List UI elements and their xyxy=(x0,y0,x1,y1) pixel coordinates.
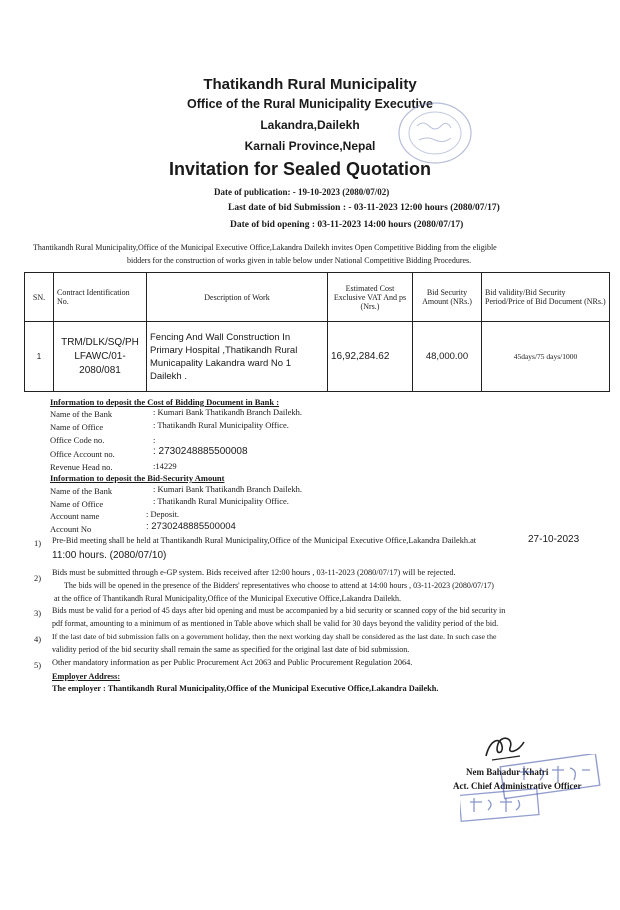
doc-office-label: Name of Office xyxy=(50,422,104,432)
col-bid-validity: Bid validity/Bid Security Period/Price of Bid Document (NRs.) xyxy=(482,273,610,322)
col-bid-security: Bid Security Amount (NRs.) xyxy=(413,273,482,322)
doc-code-label: Office Code no. xyxy=(50,435,105,445)
note-3-line-2: pdf format, amounting to a minimum of as mentioned in Table above which shall be valid for 30 days beyond the validity period of the bid. xyxy=(52,619,499,628)
sec-office-value: : Thatikandh Rural Municipality Office. xyxy=(153,496,289,506)
note-5-number: 5) xyxy=(34,660,42,670)
cell-estimated-cost: 16,92,284.62 xyxy=(328,322,413,392)
note-1-time: 11:00 hours. (2080/07/10) xyxy=(52,550,167,561)
cell-bid-security: 48,000.00 xyxy=(413,322,482,392)
cell-bid-validity: 45days/75 days/1000 xyxy=(482,322,610,392)
intro-line-2: bidders for the construction of works given in table below under National Competitive Bidding Procedures. xyxy=(127,256,472,265)
address-line-1: Lakandra,Dailekh xyxy=(260,118,360,132)
col-sn: SN. xyxy=(25,273,54,322)
table-row xyxy=(25,322,610,392)
doc-bank-value: : Kumari Bank Thatikandh Branch Dailekh. xyxy=(153,407,303,417)
org-name: Thatikandh Rural Municipality xyxy=(203,76,417,93)
note-2-number: 2) xyxy=(34,573,42,583)
note-4-number: 4) xyxy=(34,634,42,644)
employer-text: The employer : Thantikandh Rural Municipality,Office of the Municipal Executive Office,Lakandra Dailekh. xyxy=(52,684,439,693)
doc-office-value: : Thatikandh Rural Municipality Office. xyxy=(153,420,289,430)
publication-date: Date of publication: - 19-10-2023 (2080/07/02) xyxy=(214,187,390,197)
col-estimated-cost: Estimated Cost Exclusive VAT And ps (Nrs.) xyxy=(328,273,413,322)
address-line-2: Karnali Province,Nepal xyxy=(244,139,376,153)
doc-bank-label: Name of the Bank xyxy=(50,409,113,419)
note-1-text: Pre-Bid meeting shall be held at Thantikandh Rural Municipality,Office of the Municipal Executive Office,Lakandra Dailekh.at xyxy=(52,536,477,545)
note-3-line-1: Bids must be valid for a period of 45 days after bid opening and must be accompanied by a bid security or scanned copy of the bid security in xyxy=(52,606,506,615)
sec-office-label: Name of Office xyxy=(50,499,104,509)
office-name: Office of the Rural Municipality Executive xyxy=(187,97,433,111)
note-5-text: Other mandatory information as per Public Procurement Act 2063 and Public Procurement Regulation 2064. xyxy=(52,658,413,667)
sec-bank-label: Name of the Bank xyxy=(50,486,113,496)
sec-account-name-label: Account name xyxy=(50,511,100,521)
doc-account-label: Office Account no. xyxy=(50,449,115,459)
note-4-line-2: validity period of the bid security shall remain the same as specified for the original last date of bid submission. xyxy=(52,645,410,654)
cell-contract-id: TRM/DLK/SQ/PH LFAWC/01-2080/081 xyxy=(54,322,147,392)
security-heading: Information to deposit the Bid-Security Amount xyxy=(50,473,225,483)
submission-deadline: Last date of bid Submission : - 03-11-2023 12:00 hours (2080/07/17) xyxy=(228,203,500,213)
note-3-number: 3) xyxy=(34,608,42,618)
intro-line-1: Thantikandh Rural Municipality,Office of the Municipal Executive Office,Lakandra Dailekh invites Open Competitive Bidding from the eligible xyxy=(33,243,497,252)
note-2-line-1: Bids must be submitted through e-GP system. Bids received after 12:00 hours , 03-11-2023 (2080/07/17) will be rejected. xyxy=(52,568,456,577)
sec-account-name-value: : Deposit. xyxy=(146,509,180,519)
sec-account-no-label: Account No xyxy=(50,524,92,534)
note-2-line-2: The bids will be opened in the presence of the Bidders' representatives who choose to attend at 14:00 hours , 03-11-2023 (2080/07/17) xyxy=(64,581,494,590)
cell-sn: 1 xyxy=(25,322,54,392)
table-header-row xyxy=(25,273,610,322)
col-contract-id: Contract Identification No. xyxy=(54,273,147,322)
col-description: Description of Work xyxy=(147,273,328,322)
signatory-name: Nem Bahadur Khatri xyxy=(466,767,549,777)
bid-table xyxy=(24,272,610,392)
signatory-designation: Act. Chief Administrative Officer xyxy=(453,781,582,791)
doc-cost-heading: Information to deposit the Cost of Bidding Document in Bank : xyxy=(50,397,280,407)
cell-description: Fencing And Wall Construction In Primary Hospital ,Thatikandh Rural Municapality Lakandra ward No 1 Dailekh . xyxy=(147,322,328,392)
note-4-line-1: If the last date of bid submission falls on a government holiday, then the next working day shall be considered as the last date. In such case the xyxy=(52,632,497,641)
designation-stamp xyxy=(460,754,608,826)
doc-revenue-value: :14229 xyxy=(153,461,177,471)
sec-account-no-value: : 2730248885500004 xyxy=(146,521,236,532)
note-1-number: 1) xyxy=(34,538,42,548)
doc-revenue-label: Revenue Head no. xyxy=(50,462,113,472)
sec-bank-value: : Kumari Bank Thatikandh Branch Dailekh. xyxy=(153,484,303,494)
employer-heading: Employer Address: xyxy=(52,672,121,681)
note-1-date: 27-10-2023 xyxy=(528,534,580,545)
doc-account-value: : 2730248885500008 xyxy=(153,446,248,457)
bid-opening-date: Date of bid opening : 03-11-2023 14:00 hours (2080/07/17) xyxy=(230,220,464,230)
note-2-line-3: at the office of Thantikandh Rural Municipality,Office of the Municipal Executive Office,Lakandra Dailekh. xyxy=(54,594,401,603)
page-title: Invitation for Sealed Quotation xyxy=(168,159,431,179)
doc-code-value: : xyxy=(153,435,156,445)
office-stamp xyxy=(395,98,475,168)
